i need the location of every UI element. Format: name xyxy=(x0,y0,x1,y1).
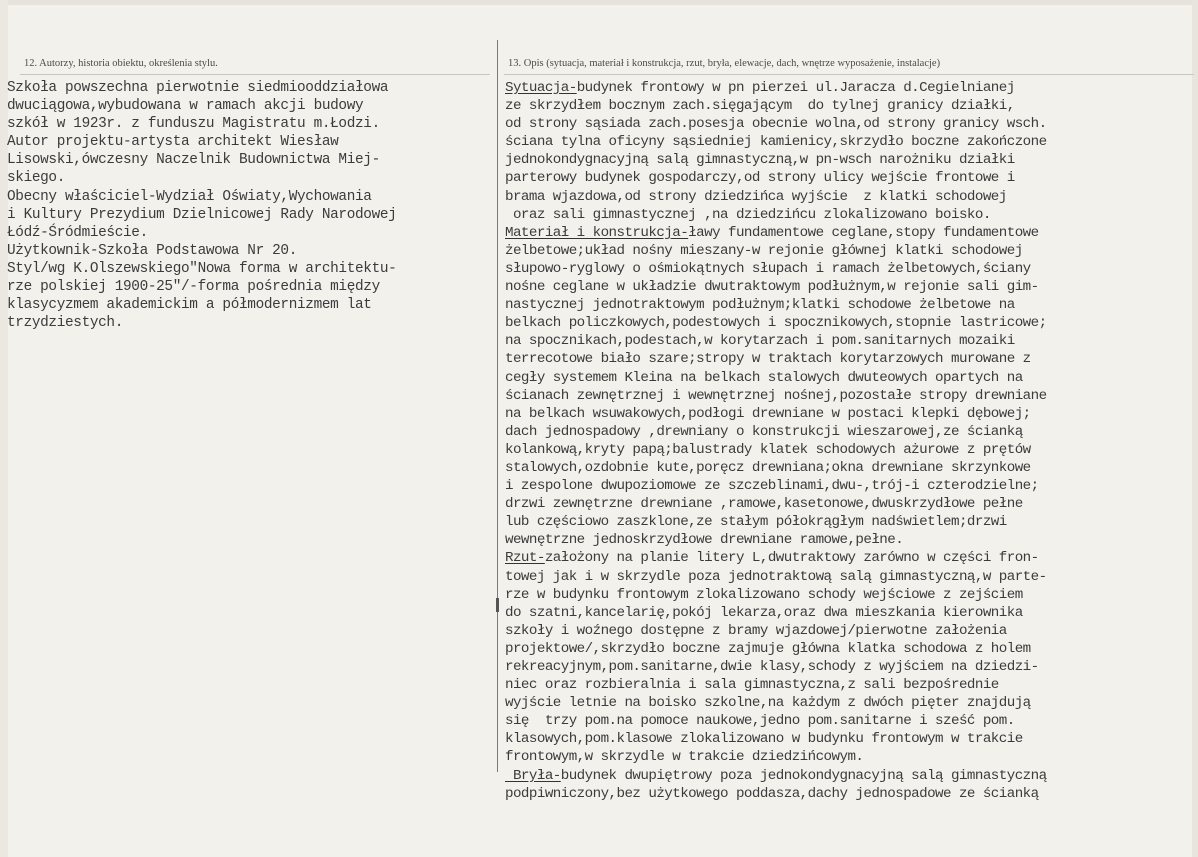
line-text: cegły systemem Kleina na belkach stalowych dwuteowych opartych na xyxy=(505,369,1023,386)
line-text: ścianach zewnętrznej i wewnętrznej nośnej,pozostałe stropy drewniane xyxy=(505,387,1047,404)
section-heading: Bryła- xyxy=(505,767,561,784)
left-column-text xyxy=(7,79,396,332)
left-text-line: rze polskiej 1900-25"/-forma pośrednia między xyxy=(7,279,380,296)
right-text-line xyxy=(505,748,1047,766)
right-text-line xyxy=(505,694,1047,712)
right-text-line xyxy=(505,730,1047,748)
line-text: belkach policzkowych,podestowych i spocznikowych,stopnie lastricowe; xyxy=(505,315,1047,332)
right-text-line xyxy=(505,79,1047,97)
right-text-line xyxy=(505,242,1047,260)
left-text-line: skiego. xyxy=(7,170,66,187)
line-text: frontowym,w skrzydle w trakcie dziedzińcowym. xyxy=(505,749,864,766)
line-text: założony na planie litery L,dwutraktowy zarówno w części fron- xyxy=(544,550,1039,567)
right-text-line xyxy=(505,115,1047,133)
line-text: budynek dwupiętrowy poza jednokondygnacyjną salą gimnastyczną xyxy=(560,767,1047,784)
line-text: na spocznikach,podestach,w korytarzach i pom.sanitarnych mozaiki xyxy=(505,333,1015,350)
line-text: budynek frontowy w pn pierzei ul.Jaracza d.Cegielnianej xyxy=(576,80,1015,96)
divider-mark xyxy=(496,598,499,612)
right-text-line xyxy=(505,224,1047,242)
left-text-line: Autor projektu-artysta architekt Wiesław xyxy=(7,134,339,151)
right-text-line xyxy=(505,206,1047,224)
right-text-line xyxy=(505,332,1047,350)
line-text: ściana tylna oficyny sąsiedniej kamienicy,skrzydło boczne zakończone xyxy=(505,134,1047,151)
right-text-line xyxy=(505,604,1047,622)
line-text: ze skrzydłem bocznym zach.sięgającym do tylnej granicy działki, xyxy=(505,98,1015,115)
line-text: słupowo-ryglowy o ośmiokątnych słupach i ramach żelbetowych,ściany xyxy=(505,260,1031,277)
line-text: lub częściowo zaszklone,ze stałym półokrągłym nadświetlem;drzwi xyxy=(505,514,1007,531)
left-text-line: Styl/wg K.Olszewskiego"Nowa forma w architektu- xyxy=(7,260,397,277)
line-text: wewnętrzne jednoskrzydłowe drewniane ramowe,pełne. xyxy=(505,532,904,549)
right-text-line xyxy=(505,441,1047,459)
line-text: dach jednospadowy ,drewniany o konstrukcji wieszarowej,ze ścianką xyxy=(505,423,1023,440)
line-text: nośne ceglane w układzie dwutraktowym podłużnym,w rejonie sali gim- xyxy=(505,279,1039,296)
left-text-line: Łódź-Śródmieście. xyxy=(7,224,148,241)
section-heading: Materiał i konstrukcja- xyxy=(505,224,689,241)
line-text: nastycznej jednotraktowym podłużnym;klatki schodowe żelbetowe na xyxy=(505,297,1015,314)
right-text-line xyxy=(505,658,1047,676)
right-text-line xyxy=(505,260,1047,278)
right-text-line xyxy=(505,712,1047,730)
right-text-line xyxy=(505,278,1047,296)
line-text: towej jak i w skrzydle poza jednotraktową salą gimnastyczną,w parte- xyxy=(505,568,1047,585)
line-text: niec oraz rozbieralnia i sala gimnastyczna,z sali bezpośrednie xyxy=(505,677,999,694)
right-text-line xyxy=(505,531,1047,549)
right-text-line xyxy=(505,169,1047,187)
right-text-line xyxy=(505,423,1047,441)
line-text: oraz sali gimnastycznej ,na dziedzińcu zlokalizowano boisko. xyxy=(505,206,991,223)
line-text: i zespolone dwupoziomowe ze szczeblinami,dwu-,trój-i czterodzielne; xyxy=(505,478,1039,495)
line-text: się trzy pom.na pomoce naukowe,jedno pom.sanitarne i sześć pom. xyxy=(505,713,1015,730)
section-heading: Sytuacja- xyxy=(505,80,577,96)
line-text: projektowe/,skrzydło boczne zajmuje główna klatka schodowa z holem xyxy=(505,640,1031,657)
right-text-line xyxy=(505,622,1047,640)
right-text-line xyxy=(505,188,1047,206)
right-text-line xyxy=(505,151,1047,169)
paper-top-edge xyxy=(0,0,1198,5)
line-text: terrecotowe biało szare;stropy w traktach korytarzowych murowane z xyxy=(505,351,1031,368)
section-heading: Rzut- xyxy=(505,550,545,567)
left-column-header: 12. Autorzy, historia obiektu, określenia stylu. xyxy=(24,58,218,69)
line-text: od strony sąsiada zach.posesja obecnie wolna,od strony granicy wsch. xyxy=(505,116,1047,133)
line-text: klasowych,pom.klasowe zlokalizowano w budynku frontowym w trakcie xyxy=(505,731,1023,748)
line-text: stalowych,ozdobnie kute,poręcz drewniana;okna drewniane skrzynkowe xyxy=(505,459,1031,476)
left-text-line: dwuciągowa,wybudowana w ramach akcji budowy xyxy=(7,98,364,115)
line-text: parterowy budynek gospodarczy,od strony ulicy wejście frontowe i xyxy=(505,170,1015,187)
right-text-line xyxy=(505,513,1047,531)
right-text-line xyxy=(505,495,1047,513)
right-text-line xyxy=(505,477,1047,495)
left-text-line: i Kultury Prezydium Dzielnicowej Rady Narodowej xyxy=(7,206,397,223)
right-text-line xyxy=(505,314,1047,332)
line-text: podpiwniczony,bez użytkowego poddasza,dachy jednospadowe ze ścianką xyxy=(505,785,1039,802)
line-text: rze w budynku frontowym zlokalizowano schody wejściowe z zejściem xyxy=(505,586,1023,603)
left-header-rule xyxy=(20,74,490,75)
right-text-line xyxy=(505,785,1047,803)
line-text: brama wjazdowa,od strony dziedzińca wyjście z klatki schodowej xyxy=(505,188,1007,205)
column-divider xyxy=(497,40,498,772)
paper-right-edge xyxy=(1192,0,1198,857)
right-text-line xyxy=(505,296,1047,314)
line-text: ławy fundamentowe ceglane,stopy fundamentowe xyxy=(688,224,1039,241)
line-text: do szatni,kancelarię,pokój lekarza,oraz dwa mieszkania kierownika xyxy=(505,604,1023,621)
line-text: jednokondygnacyjną salą gimnastyczną,w pn-wsch narożniku działki xyxy=(505,152,1015,169)
left-text-line: Użytkownik-Szkoła Podstawowa Nr 20. xyxy=(7,242,298,259)
right-text-line xyxy=(505,387,1047,405)
left-text-line: trzydziestych. xyxy=(7,315,124,332)
right-column-header: 13. Opis (sytuacja, materiał i konstrukcja, rzut, bryła, elewacje, dach, wnętrze wyposażenie, instalacje) xyxy=(508,58,941,69)
right-text-line xyxy=(505,97,1047,115)
left-text-line: Obecny właściciel-Wydział Oświaty,Wychowania xyxy=(7,188,372,205)
left-text-line: klasycyzmem akademickim a półmodernizmem lat xyxy=(7,297,372,314)
right-text-line xyxy=(505,459,1047,477)
line-text: wyjście letnie na boisko szkolne,na każdym z dwóch pięter znajdują xyxy=(505,695,1031,712)
right-column-text xyxy=(505,79,1047,803)
right-text-line xyxy=(505,586,1047,604)
line-text: szkoły i woźnego dostępne z bramy wjazdowej/pierwotne założenia xyxy=(505,622,1007,639)
line-text: kolankową,kryty papą;balustrady klatek schodowych ażurowe z prętów xyxy=(505,441,1031,458)
left-text-line: Szkoła powszechna pierwotnie siedmiooddziałowa xyxy=(7,80,389,96)
line-text: drzwi zewnętrzne drewniane ,ramowe,kasetonowe,dwuskrzydłowe pełne xyxy=(505,496,1023,513)
right-text-line xyxy=(505,767,1047,785)
right-header-rule xyxy=(504,74,1194,75)
left-text-line: szkół w 1923r. z funduszu Magistratu m.Łodzi. xyxy=(7,116,380,133)
left-text-line: Lisowski,ówczesny Naczelnik Budownictwa Miej- xyxy=(7,152,380,169)
right-text-line xyxy=(505,369,1047,387)
right-text-line xyxy=(505,405,1047,423)
right-text-line xyxy=(505,676,1047,694)
right-text-line xyxy=(505,568,1047,586)
line-text: na belkach wsuwakowych,podłogi drewniane w postaci klepki dębowej; xyxy=(505,405,1031,422)
right-text-line xyxy=(505,640,1047,658)
right-text-line xyxy=(505,133,1047,151)
right-text-line xyxy=(505,350,1047,368)
line-text: żelbetowe;układ nośny mieszany-w rejonie głównej klatki schodowej xyxy=(505,242,1023,259)
line-text: rekreacyjnym,pom.sanitarne,dwie klasy,schody z wyjściem na dziedzi- xyxy=(505,659,1039,675)
right-text-line xyxy=(505,549,1047,567)
